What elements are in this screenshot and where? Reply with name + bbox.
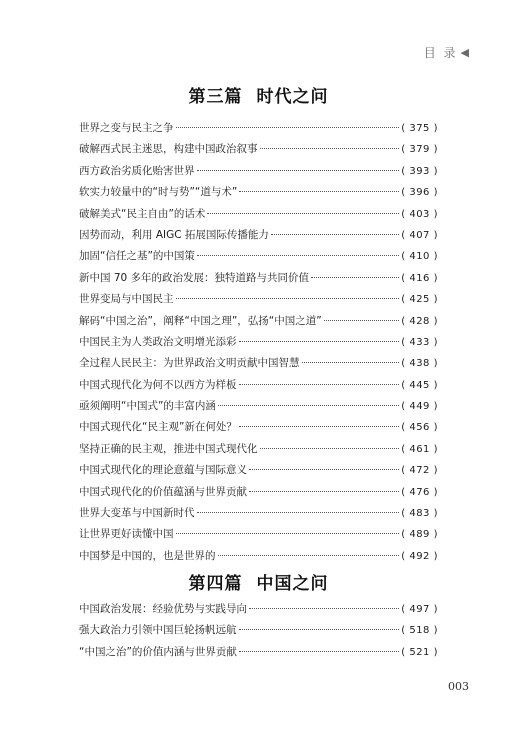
- entry-page: ( 433 ): [401, 336, 438, 348]
- entry-title: 中国式现代化的理论意蕴与国际意义: [79, 464, 247, 477]
- entry-page: ( 416 ): [401, 272, 438, 284]
- part-number: 第三篇: [188, 87, 243, 107]
- part-title-3: [0, 82, 517, 107]
- dot-leader: [249, 608, 399, 609]
- triangle-left-icon: ◀: [460, 46, 469, 59]
- entry-title: 世界大变革与中国新时代: [79, 507, 195, 520]
- entry-page: ( 393 ): [401, 165, 438, 177]
- entry-title: 解码“中国之治”，阐释“中国之理”，弘扬“中国之道”: [79, 314, 322, 327]
- dot-leader: [249, 469, 399, 470]
- toc-entry[interactable]: [79, 622, 438, 643]
- toc-entry[interactable]: [79, 184, 438, 205]
- entry-page: ( 375 ): [401, 123, 438, 134]
- dot-leader: [239, 191, 399, 192]
- toc-entry[interactable]: [79, 601, 438, 622]
- toc-entry[interactable]: [79, 334, 438, 355]
- entry-title: 中国政治发展：经验优势与实践导向: [79, 603, 247, 615]
- toc-entry[interactable]: [79, 441, 438, 462]
- toc-entry[interactable]: [79, 206, 438, 227]
- toc-entry[interactable]: [79, 141, 438, 162]
- entry-page: ( 521 ): [401, 646, 438, 658]
- entry-title: 世界变局与中国民主: [79, 293, 174, 306]
- dot-leader: [239, 426, 399, 427]
- toc-entry[interactable]: [79, 377, 438, 398]
- entry-page: ( 483 ): [401, 508, 438, 520]
- entry-page: ( 456 ): [401, 422, 438, 434]
- entry-title: 强大政治力引领中国巨轮扬帆远航: [79, 624, 237, 637]
- entry-page: ( 445 ): [401, 379, 438, 391]
- dot-leader: [218, 555, 400, 556]
- entry-title: 中国式现代化为何不以西方为样板: [79, 378, 237, 391]
- entry-title: 让世界更好读懂中国: [79, 528, 174, 541]
- entry-title: 破解美式“民主自由”的话术: [79, 207, 206, 220]
- dot-leader: [197, 255, 399, 256]
- entry-page: ( 425 ): [401, 294, 438, 306]
- toc-entry[interactable]: [79, 248, 438, 269]
- entry-title: 新中国 70 多年的政治发展：独特道路与共同价值: [79, 271, 310, 284]
- entry-title: 中国式现代化的价值蕴涵与世界贡献: [79, 485, 247, 498]
- toc-entry[interactable]: [79, 526, 438, 547]
- toc-entry[interactable]: [79, 548, 438, 569]
- entry-page: ( 492 ): [401, 550, 438, 562]
- toc-list-part-3: [79, 120, 438, 569]
- entry-title: “中国之治”的价值内涵与世界贡献: [79, 645, 237, 658]
- dot-leader: [249, 491, 399, 492]
- entry-page: ( 396 ): [401, 187, 438, 199]
- dot-leader: [176, 533, 400, 534]
- part-name: 中国之问: [256, 574, 329, 594]
- dot-leader: [176, 298, 400, 299]
- running-header: [424, 44, 469, 61]
- toc-list-part-4: [79, 601, 438, 665]
- toc-entry[interactable]: [79, 419, 438, 440]
- dot-leader: [302, 362, 400, 363]
- toc-entry[interactable]: [79, 270, 438, 291]
- toc-entry[interactable]: [79, 484, 438, 505]
- toc-entry[interactable]: [79, 163, 438, 184]
- page-number: 003: [448, 680, 469, 693]
- entry-page: ( 489 ): [401, 529, 438, 541]
- dot-leader: [239, 629, 400, 630]
- entry-page: ( 438 ): [401, 358, 438, 370]
- entry-title: 西方政治劣质化贻害世界: [79, 164, 195, 177]
- entry-page: ( 379 ): [401, 144, 438, 156]
- part-title-4: [0, 569, 517, 594]
- entry-title: 全过程人民民主：为世界政治文明贡献中国智慧: [79, 357, 300, 370]
- entry-page: ( 476 ): [401, 486, 438, 498]
- entry-title: 中国民主为人类政治文明增光添彩: [79, 335, 237, 348]
- dot-leader: [239, 341, 400, 342]
- entry-title: 破解西式民主迷思，构建中国政治叙事: [79, 143, 258, 156]
- entry-page: ( 518 ): [401, 625, 438, 637]
- entry-page: ( 472 ): [401, 465, 438, 477]
- entry-title: 加固“信任之基”的中国策: [79, 250, 195, 263]
- part-number: 第四篇: [188, 574, 243, 594]
- entry-title: 中国梦是中国的，也是世界的: [79, 549, 216, 562]
- header-label: 目 录: [423, 46, 458, 60]
- entry-title: 世界之变与民主之争: [79, 122, 174, 134]
- toc-entry[interactable]: [79, 505, 438, 526]
- dot-leader: [207, 213, 399, 214]
- entry-page: ( 410 ): [401, 251, 438, 263]
- dot-leader: [311, 277, 399, 278]
- toc-entry[interactable]: [79, 462, 438, 483]
- entry-page: ( 403 ): [401, 208, 438, 220]
- dot-leader: [239, 384, 400, 385]
- entry-page: ( 449 ): [401, 401, 438, 413]
- entry-page: ( 428 ): [401, 315, 438, 327]
- part-name: 时代之问: [256, 87, 329, 107]
- entry-title: 软实力较量中的“时与势”“道与术”: [79, 186, 238, 199]
- toc-entry[interactable]: [79, 313, 438, 334]
- dot-leader: [324, 320, 400, 321]
- dot-leader: [271, 234, 399, 235]
- entry-title: 因势而动，利用 AIGC 拓展国际传播能力: [79, 228, 269, 241]
- toc-entry[interactable]: [79, 227, 438, 248]
- toc-entry[interactable]: [79, 120, 438, 141]
- entry-page: ( 461 ): [401, 443, 438, 455]
- entry-page: ( 407 ): [401, 229, 438, 241]
- dot-leader: [260, 148, 400, 149]
- toc-entry[interactable]: [79, 291, 438, 312]
- dot-leader: [239, 651, 399, 652]
- dot-leader: [197, 512, 400, 513]
- entry-title: 坚持正确的民主观，推进中国式现代化: [79, 442, 258, 455]
- toc-entry[interactable]: [79, 644, 438, 665]
- toc-entry[interactable]: [79, 355, 438, 376]
- entry-title: 亟须阐明“中国式”的丰富内涵: [79, 400, 216, 413]
- dot-leader: [197, 170, 400, 171]
- entry-page: ( 497 ): [401, 604, 438, 615]
- dot-leader: [260, 448, 400, 449]
- dot-leader: [218, 405, 399, 406]
- toc-entry[interactable]: [79, 398, 438, 419]
- entry-title: 中国式现代化“民主观”新在何处？: [79, 421, 237, 434]
- dot-leader: [176, 127, 400, 128]
